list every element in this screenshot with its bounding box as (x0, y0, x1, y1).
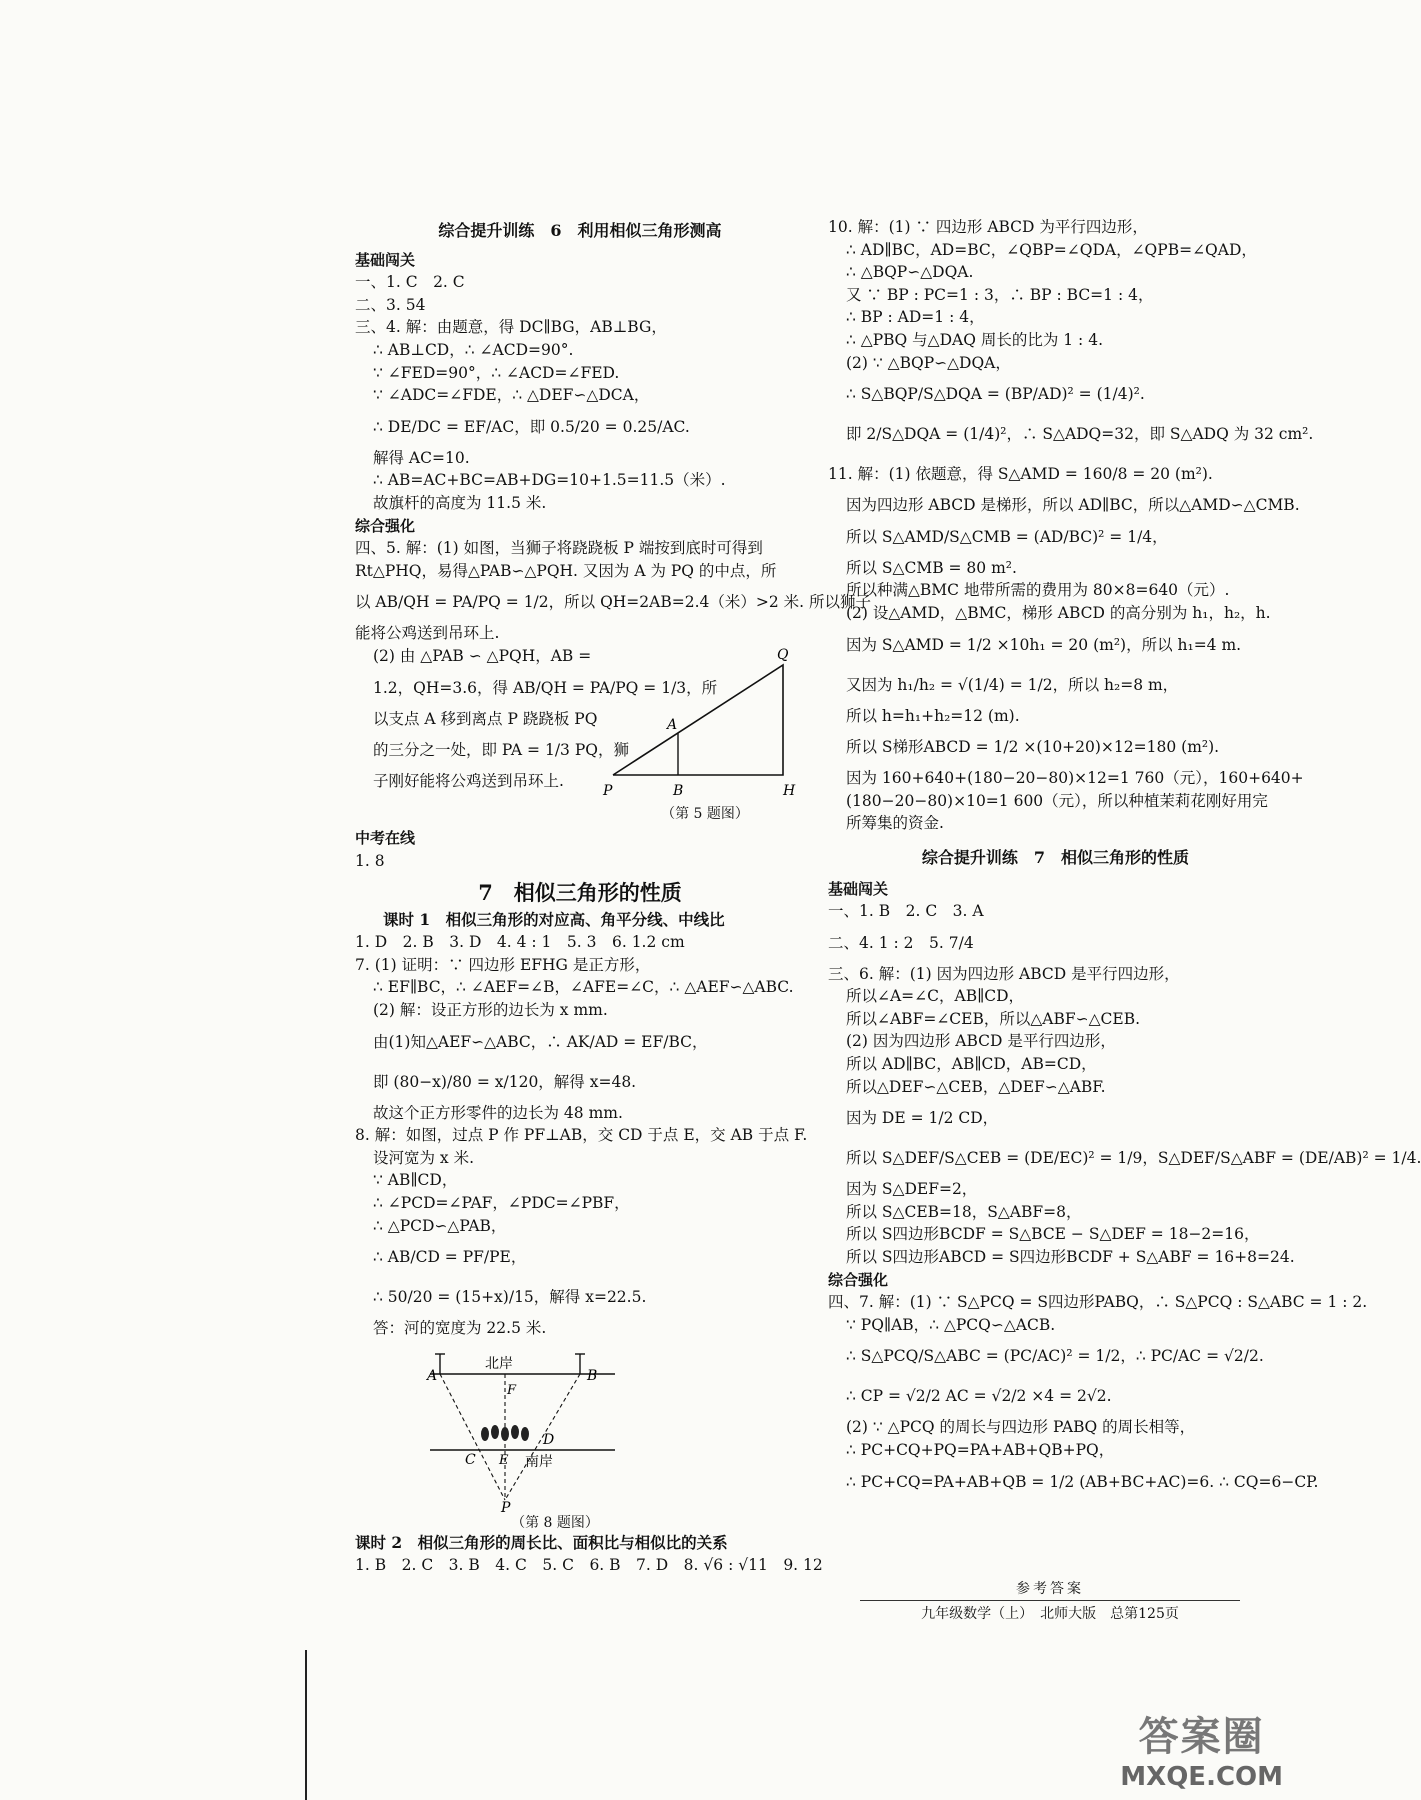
answer-line: 所以 S四边形ABCD = S四边形BCDF + S△ABF = 16+8=24. (846, 1248, 1295, 1267)
figure-5-caption: （第 5 题图） (661, 805, 749, 822)
answer-line: 三、6. 解：(1) 因为四边形 ABCD 是平行四边形， (828, 964, 1180, 983)
answer-line: 四、7. 解：(1) ∵ S△PCQ = S四边形PABQ，∴ S△PCQ : S△ABC = 1 : 2. (828, 1293, 1368, 1312)
answer-line: ∴ AD∥BC，AD=BC，∠QBP=∠QDA，∠QPB=∠QAD， (846, 240, 1257, 259)
answer-line: 故这个正方形零件的边长为 48 mm. (373, 1103, 623, 1122)
answer-line: ∴ S△BQP/S△DQA = (BP/AD)² = (1/4)². (846, 385, 1145, 404)
answer-line: 所以∠ABF=∠CEB，所以△ABF∽△CEB. (846, 1009, 1141, 1028)
answer-line: ∴ △PBQ 与△DAQ 周长的比为 1 : 4. (846, 330, 1103, 349)
chapter-title: 7 相似三角形的性质 (478, 880, 682, 906)
answer-line: 所以 S△CEB=18，S△ABF=8， (846, 1202, 1082, 1221)
answer-line: 所以 S△AMD/S△CMB = (AD/BC)² = 1/4， (846, 527, 1168, 546)
answer-line: ∴ DE/DC = EF/AC，即 0.5/20 = 0.25/AC. (373, 417, 690, 436)
heading-exam: 中考在线 (355, 828, 416, 847)
answer-line: 8. 解：如图，过点 P 作 PF⊥AB，交 CD 于点 E，交 AB 于点 F. (355, 1126, 808, 1145)
answer-line: 答：河的宽度为 22.5 米. (373, 1319, 547, 1338)
left-column (355, 218, 871, 1577)
answer-line: 因为 DE = 1/2 CD， (846, 1109, 999, 1128)
answer-line: (2) 设△AMD，△BMC，梯形 ABCD 的高分别为 h₁，h₂，h. (846, 603, 1271, 622)
answer-line: 又 ∵ BP : PC=1 : 3，∴ BP : BC=1 : 4， (846, 285, 1154, 304)
answer-line: ∵ ∠FED=90°，∴ ∠ACD=∠FED. (373, 363, 620, 382)
section-title-6: 综合提升训练 6 利用相似三角形测高 (438, 221, 722, 240)
answer-line: ∴ AB⊥CD，∴ ∠ACD=90°. (373, 340, 574, 359)
answer-line: Rt△PHQ，易得△PAB∽△PQH. 又因为 A 为 PQ 的中点，所 (355, 561, 777, 580)
answer-line: 1. B 2. C 3. B 4. C 5. C 6. B 7. D 8. √6 : √11 9. 12 (355, 1556, 823, 1575)
answer-line: 由(1)知△AEF∽△ABC，∴ AK/AD = EF/BC， (373, 1032, 708, 1051)
answer-line: ∴ PC+CQ+PQ=PA+AB+QB+PQ， (846, 1441, 1115, 1459)
watermark-bottom: MXQE.COM (1120, 1762, 1283, 1792)
label-a: A (427, 1367, 438, 1384)
answer-line: 一、1. C 2. C (355, 273, 465, 292)
right-column (828, 216, 1421, 1502)
answer-line: 所以△DEF∽△CEB，△DEF∽△ABF. (846, 1077, 1106, 1096)
answer-line: ∴ AB/CD = PF/PE， (373, 1248, 527, 1267)
answer-line: ∵ AB∥CD， (373, 1171, 458, 1190)
label-c: C (465, 1451, 476, 1468)
label-a: A (667, 716, 678, 733)
answer-line: ∴ BP : AD=1 : 4， (846, 308, 985, 327)
answer-line: ∴ ∠PCD=∠PAF，∠PDC=∠PBF， (373, 1194, 630, 1213)
answer-line: ∴ S△PCQ/S△ABC = (PC/AC)² = 1/2，∴ PC/AC = √2/2. (846, 1347, 1264, 1366)
answer-line: ∵ PQ∥AB，∴ △PCQ∽△ACB. (846, 1315, 1056, 1334)
answer-line: 子刚好能将公鸡送到吊环上. (373, 772, 564, 791)
figure-8-block (355, 1340, 805, 1532)
answer-line: 又因为 h₁/h₂ = √(1/4) = 1/2，所以 h₂=8 m， (846, 675, 1179, 694)
answer-line: 二、4. 1 : 2 5. 7/4 (828, 933, 974, 952)
answer-line: 故旗杆的高度为 11.5 米. (373, 493, 547, 512)
answer-line: (2) 解：设正方形的边长为 x mm. (373, 1001, 608, 1020)
answer-line: (2) ∵ △BQP∽△DQA， (846, 353, 1011, 372)
answer-line: 10. 解：(1) ∵ 四边形 ABCD 为平行四边形， (828, 218, 1148, 236)
answer-line: 即 (80−x)/80 = x/120，解得 x=48. (373, 1072, 637, 1091)
label-p: P (603, 782, 613, 799)
answer-line: 11. 解：(1) 依题意，得 S△AMD = 160/8 = 20 (m²). (828, 465, 1213, 484)
label-h: H (783, 782, 796, 799)
answer-line: 三、4. 解：由题意，得 DC∥BG，AB⊥BG， (355, 318, 667, 337)
answer-line: 以支点 A 移到离点 P 跷跷板 PQ (373, 709, 598, 728)
answer-line: (2) 因为四边形 ABCD 是平行四边形， (846, 1032, 1116, 1051)
answer-line: ∵ ∠ADC=∠FDE，∴ △DEF∽△DCA， (373, 386, 650, 405)
answer-line: ∴ PC+CQ=PA+AB+QB = 1/2 (AB+BC+AC)=6. ∴ CQ=6−CP. (846, 1472, 1319, 1491)
label-p: P (501, 1499, 511, 1516)
answer-line: 所以 S△DEF/S△CEB = (DE/EC)² = 1/9，S△DEF/S△ABF = (DE/AB)² = 1/4. (846, 1149, 1421, 1168)
answer-line: 所以 S△CMB = 80 m². (846, 558, 1017, 577)
answer-line: 所以∠A=∠C，AB∥CD， (846, 987, 1025, 1006)
answer-line: 1.2，QH=3.6，得 AB/QH = PA/PQ = 1/3，所 (373, 678, 718, 697)
answer-line: 即 2/S△DQA = (1/4)²，∴ S△ADQ=32，即 S△ADQ 为 32 cm². (846, 425, 1314, 444)
answer-line: 因为 S△AMD = 1/2 ×10h₁ = 20 (m²)，所以 h₁=4 m. (846, 635, 1242, 654)
figure-8-caption: （第 8 题图） (511, 1514, 599, 1531)
answer-line: 因为四边形 ABCD 是梯形，所以 AD∥BC，所以△AMD∽△CMB. (846, 496, 1300, 515)
answer-line: 所以 AD∥BC，AB∥CD，AB=CD， (846, 1055, 1097, 1074)
answer-line: 7. (1) 证明：∵ 四边形 EFHG 是正方形， (355, 955, 651, 974)
answer-line: 所以 h=h₁+h₂=12 (m). (846, 706, 1020, 725)
scan-edge-line (305, 1650, 307, 1800)
tree-icon (481, 1425, 529, 1441)
answer-line: 所以 S四边形BCDF = S△BCE − S△DEF = 18−2=16， (846, 1225, 1260, 1244)
answer-line: 因为 160+640+(180−20−80)×12=1 760（元），160+640+ (846, 769, 1304, 788)
label-e: E (499, 1452, 509, 1468)
seesaw-triangle (613, 665, 783, 775)
south-bank-label: 南岸 (525, 1453, 553, 1470)
answer-line: 1. 8 (355, 851, 385, 870)
label-d: D (543, 1431, 555, 1448)
answer-line: 解得 AC=10. (373, 448, 470, 467)
answer-line: (2) ∵ △PCQ 的周长与四边形 PABQ 的周长相等， (846, 1418, 1196, 1437)
lesson-title: 课时 1 相似三角形的对应高、角平分线、中线比 (383, 909, 725, 929)
answer-line: ∴ 50/20 = (15+x)/15，解得 x=22.5. (373, 1288, 647, 1307)
answer-line: ∴ AB=AC+BC=AB+DG=10+1.5=11.5（米）. (373, 471, 726, 490)
north-bank-label: 北岸 (485, 1355, 513, 1372)
answer-line: ∴ △BQP∽△DQA. (846, 263, 974, 282)
answer-line: ∴ △PCD∽△PAB， (373, 1216, 507, 1235)
heading-basic: 基础闯关 (828, 879, 889, 898)
answer-line: 所以 S梯形ABCD = 1/2 ×(10+20)×12=180 (m²). (846, 738, 1220, 757)
label-b: B (587, 1367, 598, 1384)
answer-line: ∴ EF∥BC，∴ ∠AEF=∠B，∠AFE=∠C，∴ △AEF∽△ABC. (373, 978, 794, 997)
answer-line: (180−20−80)×10=1 600（元），所以种植茉莉花刚好用完 (846, 791, 1268, 810)
answer-line: 设河宽为 x 米. (373, 1148, 475, 1167)
page-footer (860, 1578, 1240, 1623)
figure-5-block (355, 645, 805, 827)
answer-line: ∴ CP = √2/2 AC = √2/2 ×4 = 2√2. (846, 1387, 1112, 1406)
heading-strong: 综合强化 (828, 1270, 889, 1289)
heading-strong: 综合强化 (355, 516, 416, 535)
heading-basic: 基础闯关 (355, 250, 416, 269)
answer-line: 所以种满△BMC 地带所需的费用为 80×8=640（元）. (846, 581, 1230, 600)
footer-meta: 九年级数学（上） 北师大版 总第125页 (860, 1600, 1240, 1623)
answer-line: 因为 S△DEF=2， (846, 1180, 978, 1199)
lesson-title: 课时 2 相似三角形的周长比、面积比与相似比的关系 (355, 1532, 728, 1552)
label-b: B (673, 782, 684, 799)
answer-line: 四、5. 解：(1) 如图，当狮子将跷跷板 P 端按到底时可得到 (355, 539, 763, 558)
answer-line: 能将公鸡送到吊环上. (355, 624, 500, 643)
answer-line: 一、1. B 2. C 3. A (828, 902, 984, 921)
answer-line: 的三分之一处，即 PA = 1/3 PQ，狮 (373, 741, 629, 760)
footer-title: 参考答案 (1016, 1581, 1084, 1597)
figure-5-diagram (603, 645, 803, 805)
answer-line: (2) 由 △PAB ∽ △PQH，AB = (373, 646, 592, 665)
answer-line: 所筹集的资金. (846, 814, 944, 833)
label-q: Q (777, 646, 789, 663)
label-f: F (507, 1382, 517, 1398)
figure-8-diagram (425, 1340, 725, 1516)
answer-line: 二、3. 54 (355, 295, 426, 314)
answer-line: 以 AB/QH = PA/PQ = 1/2，所以 QH=2AB=2.4（米）>2 米. 所以狮子 (355, 593, 871, 612)
section-title-7: 综合提升训练 7 相似三角形的性质 (921, 847, 1190, 867)
answer-line: 1. D 2. B 3. D 4. 4 : 1 5. 3 6. 1.2 cm (355, 933, 685, 952)
watermark-top: 答案圈 (1138, 1714, 1265, 1760)
watermark-logo (1120, 1705, 1283, 1792)
